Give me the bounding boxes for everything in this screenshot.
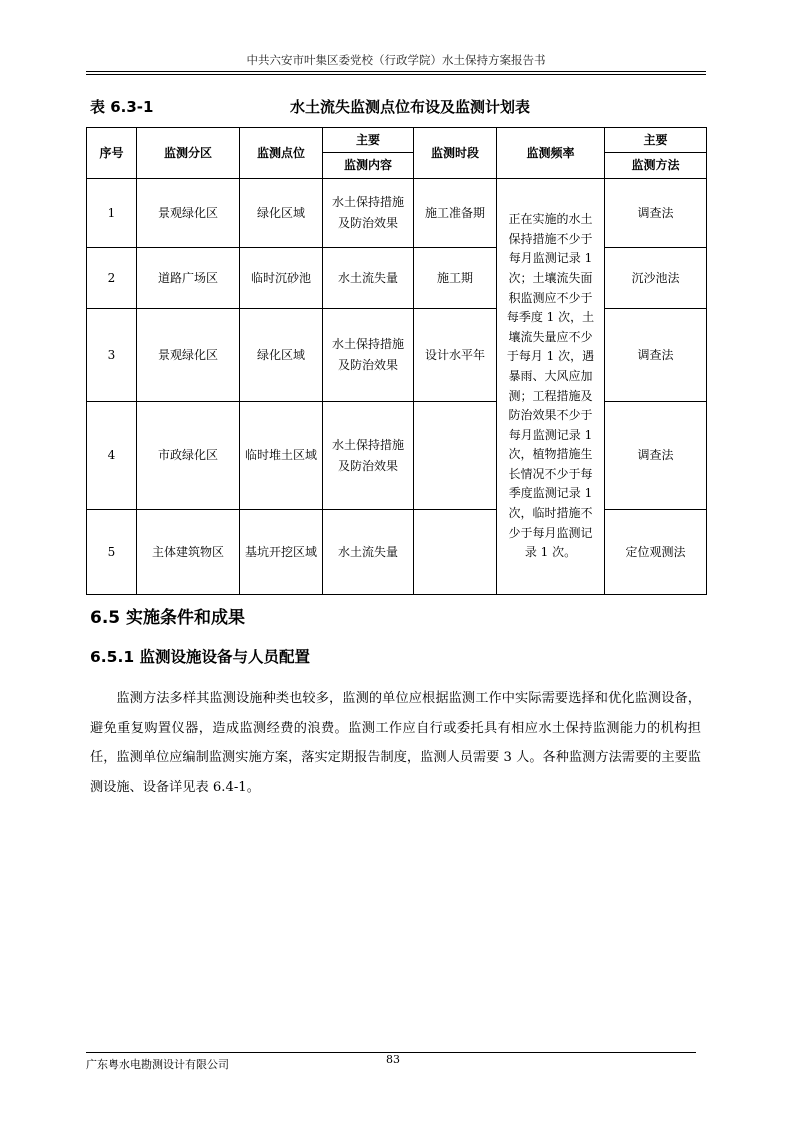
subsection-heading: 6.5.1 监测设施设备与人员配置: [90, 648, 311, 666]
table-number: 表 6.3-1: [90, 98, 154, 116]
cell-seq: 4: [87, 402, 137, 510]
cell-point: 临时堆土区域: [240, 402, 323, 510]
cell-method: 定位观测法: [605, 510, 707, 595]
header-zone: 监测分区: [137, 128, 240, 179]
table-caption: [90, 96, 705, 118]
cell-content: 水土保持措施及防治效果: [323, 309, 414, 402]
header-main: 主要: [323, 128, 414, 153]
cell-method: 调查法: [605, 402, 707, 510]
header-main-2: 主要: [605, 128, 707, 153]
cell-zone: 景观绿化区: [137, 309, 240, 402]
cell-content: 水土保持措施及防治效果: [323, 179, 414, 248]
cell-zone: 主体建筑物区: [137, 510, 240, 595]
cell-content: 水土保持措施及防治效果: [323, 402, 414, 510]
footer-company: 广东粤水电勘测设计有限公司: [86, 1058, 229, 1071]
table-row: [87, 248, 707, 309]
cell-method: 沉沙池法: [605, 248, 707, 309]
cell-method: 调查法: [605, 309, 707, 402]
cell-zone: 道路广场区: [137, 248, 240, 309]
cell-period: 设计水平年: [414, 309, 497, 402]
cell-content: 水土流失量: [323, 510, 414, 595]
cell-seq: 3: [87, 309, 137, 402]
page-number: 83: [386, 1053, 400, 1066]
cell-seq: 2: [87, 248, 137, 309]
cell-seq: 1: [87, 179, 137, 248]
cell-period: [414, 510, 497, 595]
header-frequency: 监测频率: [497, 128, 605, 179]
header-content: 监测内容: [323, 153, 414, 179]
header-period: 监测时段: [414, 128, 497, 179]
section-heading: 6.5 实施条件和成果: [90, 608, 246, 628]
table-title: 水土流失监测点位布设及监测计划表: [290, 98, 531, 116]
cell-seq: 5: [87, 510, 137, 595]
header-rule-double: [86, 74, 706, 75]
table-row: [87, 402, 707, 510]
cell-frequency: 正在实施的水土保持措施不少于每月监测记录 1 次；土壤流失面积监测应不少于每季度 1 次，土壤流失量应不少于每月 1 次，遇暴雨、大风应加测；工程措施及防治效果不少于每月监测记录 1 次，植物措施生长情况不少于每季度监测记录 1 次，临时措施不少于每月监测记录 1 次。: [497, 179, 605, 595]
cell-period: 施工准备期: [414, 179, 497, 248]
cell-period: [414, 402, 497, 510]
monitoring-plan-table: [86, 127, 707, 595]
table-row: [87, 179, 707, 248]
cell-point: 绿化区域: [240, 179, 323, 248]
cell-period: 施工期: [414, 248, 497, 309]
cell-content: 水土流失量: [323, 248, 414, 309]
header-point: 监测点位: [240, 128, 323, 179]
header-rule: [86, 71, 706, 72]
cell-zone: 市政绿化区: [137, 402, 240, 510]
running-header: 中共六安市叶集区委党校（行政学院）水土保持方案报告书: [246, 53, 546, 67]
body-paragraph: 监测方法多样其监测设施种类也较多，监测的单位应根据监测工作中实际需要选择和优化监测设备，避免重复购置仪器，造成监测经费的浪费。监测工作应自行或委托具有相应水土保持监测能力的机构担任，监测单位应编制监测实施方案，落实定期报告制度，监测人员需要 3 人。各种监测方法需要的主要监测设施、设备详见表 6.4-1。: [90, 691, 701, 795]
cell-point: 临时沉砂池: [240, 248, 323, 309]
cell-method: 调查法: [605, 179, 707, 248]
cell-zone: 景观绿化区: [137, 179, 240, 248]
table-row: [87, 510, 707, 595]
table-row: [87, 309, 707, 402]
cell-point: 基坑开挖区域: [240, 510, 323, 595]
cell-point: 绿化区域: [240, 309, 323, 402]
header-seq: 序号: [87, 128, 137, 179]
header-method: 监测方法: [605, 153, 707, 179]
